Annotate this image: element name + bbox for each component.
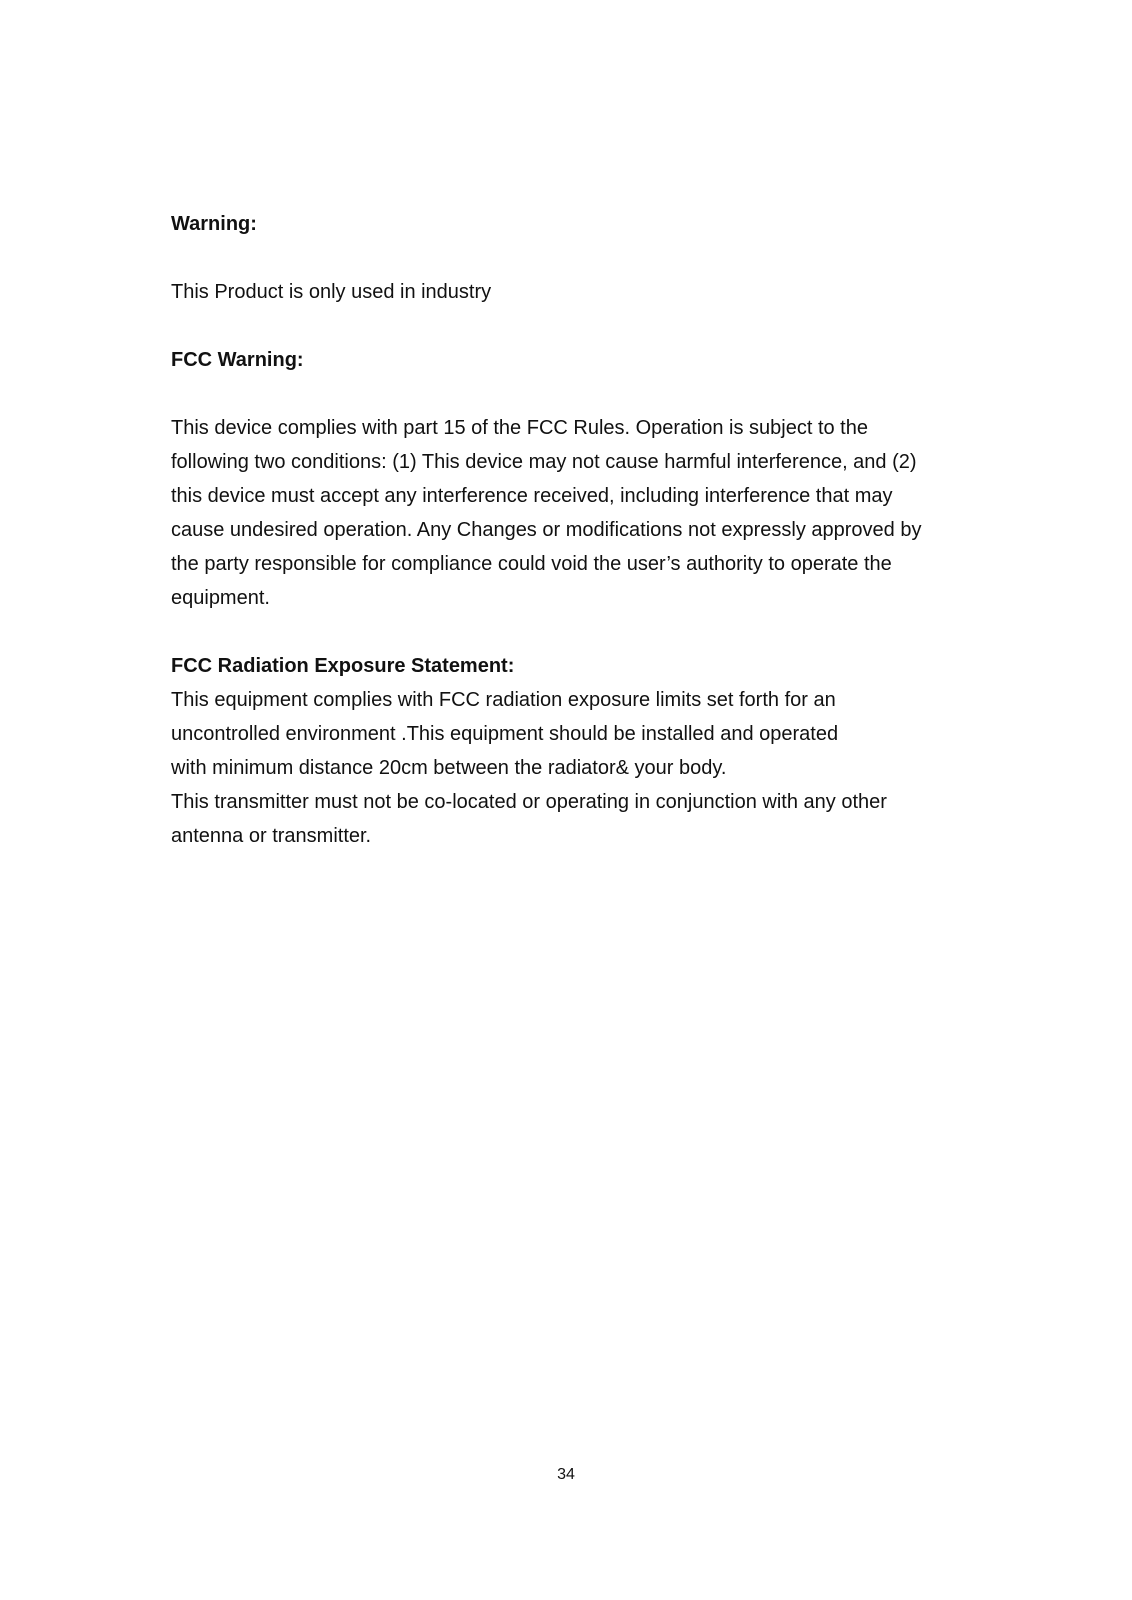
spacer [171,309,971,343]
spacer [171,377,971,411]
paragraph-line: This transmitter must not be co-located or operating in conjunction with any other [171,791,887,813]
paragraph-line: antenna or transmitter. [171,825,372,847]
radiation-exposure-heading: FCC Radiation Exposure Statement: [171,655,515,677]
paragraph-line: This equipment complies with FCC radiation exposure limits set forth for an [171,689,836,711]
page-content [171,207,971,853]
paragraph-line: cause undesired operation. Any Changes or modifications not expressly approved by [171,519,922,541]
page-number: 34 [557,1466,575,1483]
fcc-warning-heading: FCC Warning: [171,349,304,371]
paragraph-line: uncontrolled environment .This equipment should be installed and operated [171,723,839,745]
radiation-exposure-paragraph [171,683,971,853]
paragraph-line: This device complies with part 15 of the FCC Rules. Operation is subject to the [171,417,868,439]
paragraph-line: with minimum distance 20cm between the radiator& your body. [171,757,727,779]
paragraph-line: following two conditions: (1) This device may not cause harmful interference, and (2) [171,451,917,473]
spacer [171,615,971,649]
fcc-warning-paragraph [171,411,971,615]
spacer [171,241,971,275]
paragraph-line: equipment. [171,587,270,609]
warning-heading: Warning: [171,213,257,235]
paragraph-line: the party responsible for compliance could void the user’s authority to operate the [171,553,892,575]
warning-text: This Product is only used in industry [171,281,492,303]
paragraph-line: this device must accept any interference received, including interference that may [171,485,893,507]
